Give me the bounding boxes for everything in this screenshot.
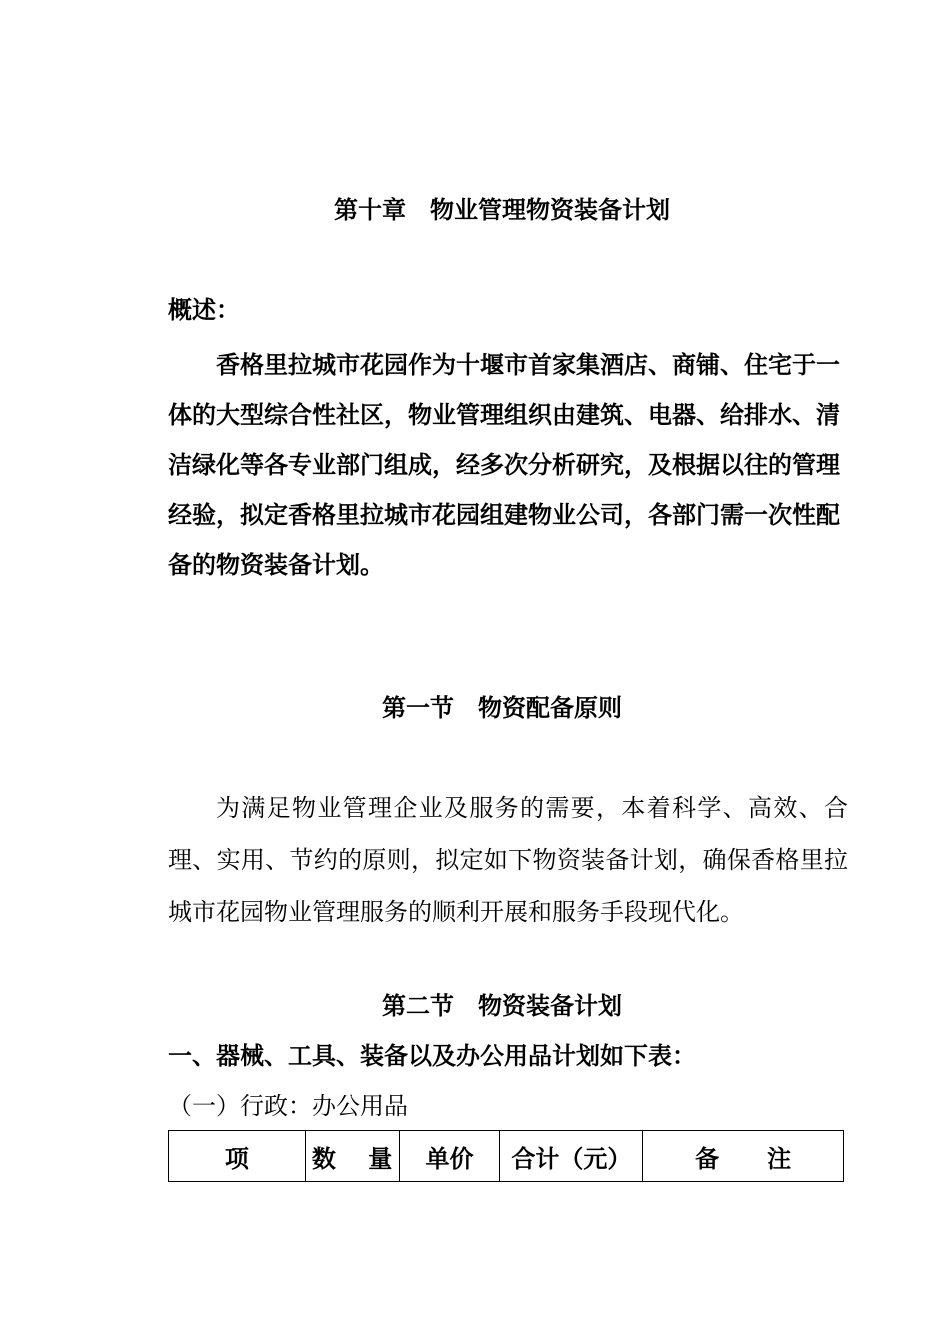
section-2-title: 第二节 物资装备计划 — [382, 991, 622, 1020]
header-quantity: 数 量 — [305, 1131, 399, 1182]
header-unit-price: 单价 — [399, 1131, 500, 1182]
header-total: 合计（元） — [500, 1131, 643, 1182]
list-heading-one: 一、器械、工具、装备以及办公用品计划如下表： — [168, 1041, 696, 1070]
overview-label: 概述： — [168, 295, 240, 324]
header-remarks: 备 注 — [643, 1131, 844, 1182]
section-1-title: 第一节 物资配备原则 — [382, 693, 622, 722]
header-item: 项 — [169, 1131, 306, 1182]
table-header-row — [169, 1131, 844, 1182]
chapter-title: 第十章 物业管理物资装备计划 — [334, 195, 670, 224]
sub-heading-office-supplies: （一）行政：办公用品 — [168, 1092, 408, 1120]
section-1-paragraph: 为满足物业管理企业及服务的需要，本着科学、高效、合理、实用、节约的原则，拟定如下物资装备计划，确保香格里拉城市花园物业管理服务的顺利开展和服务手段现代化。 — [168, 794, 848, 926]
office-supplies-table — [168, 1130, 844, 1182]
overview-paragraph: 香格里拉城市花园作为十堰市首家集酒店、商铺、住宅于一体的大型综合性社区，物业管理组织由建筑、电器、给排水、清洁绿化等各专业部门组成，经多次分析研究，及根据以往的管理经验，拟定香格里拉城市花园组建物业公司，各部门需一次性配备的物资装备计划。 — [168, 350, 840, 579]
